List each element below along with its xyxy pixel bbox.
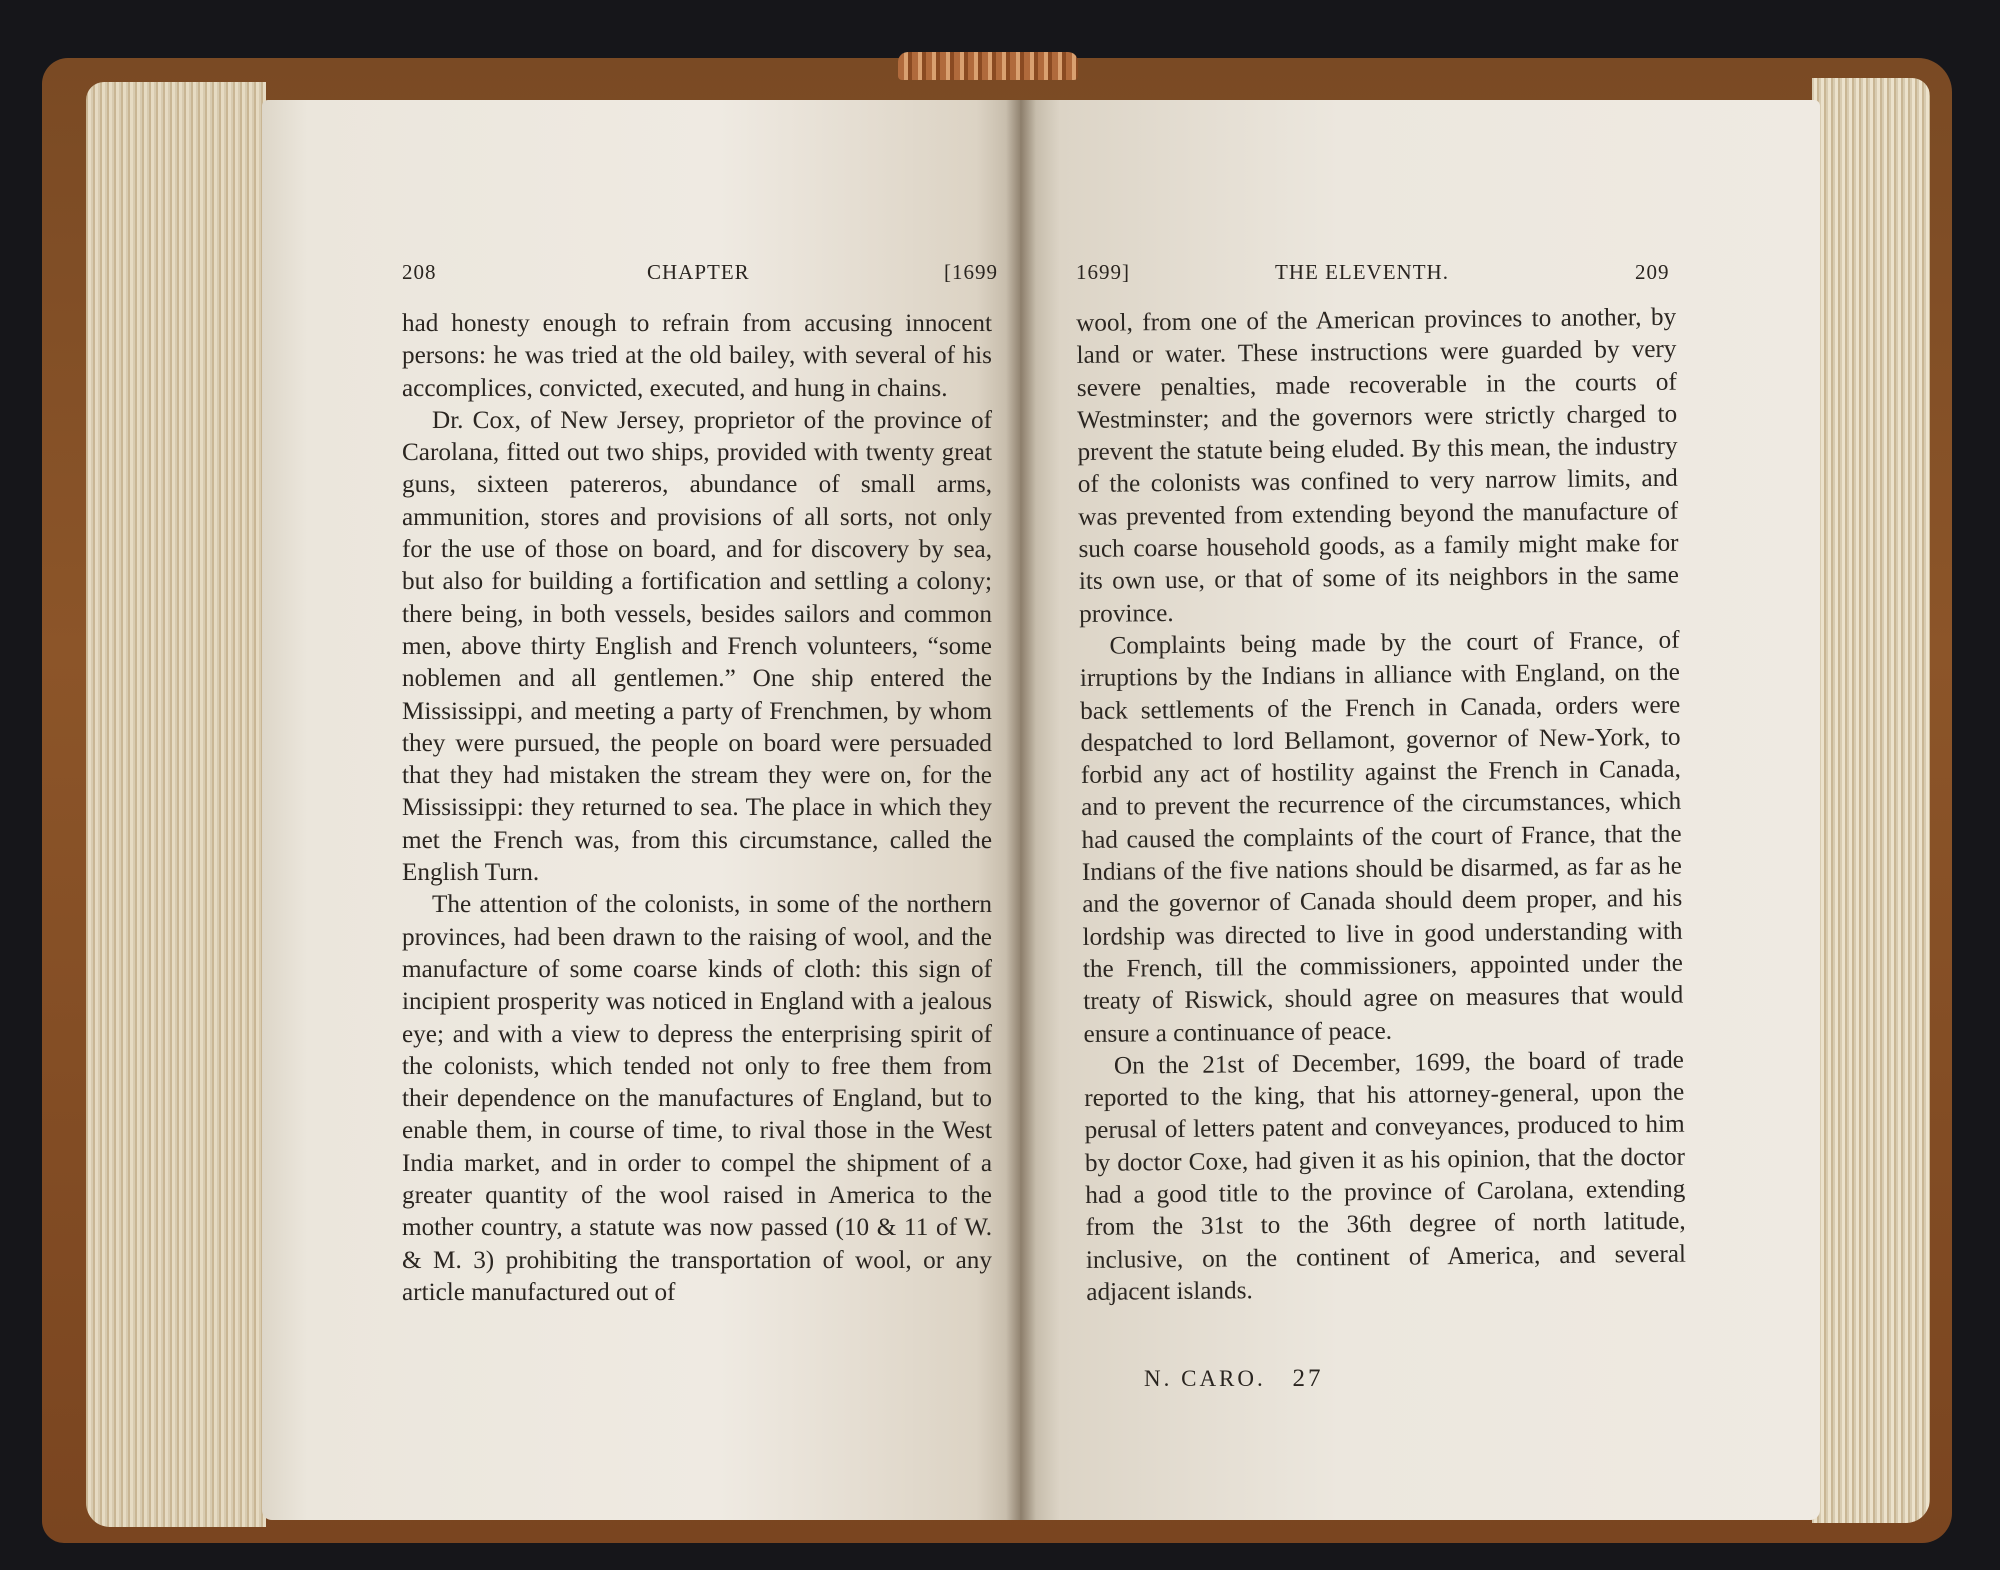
- running-year: 1699]: [1076, 260, 1130, 284]
- signature-number: 27: [1292, 1365, 1324, 1392]
- left-page: [262, 100, 1022, 1520]
- paragraph: On the 21st of December, 1699, the board of trade reported to the king, that his attorney-general, upon the perusal of letters patent and conveyances, produced to him by doctor Coxe, had given it as his opinion, that the doctor had a good title to the province of Carolana, extending from the 31st to the 36th degree of north latitude, inclusive, on the continent of America, and several adjacent islands.: [1084, 1046, 1687, 1306]
- paragraph: Dr. Cox, of New Jersey, proprietor of the province of Carolana, fitted out two ships, provided with twenty great guns, sixteen patereros, abundance of small arms, ammunition, stores and provisions of all sorts, not only for the use of those on board, and for discovery by sea, but also for building a fortification and settling a colony; there being, in both vessels, besides sailors and common men, above thirty English and French volunteers, “some noblemen and all gentlemen.” One ship entered the Mississippi, and meeting a party of Frenchmen, by whom they were pursued, the people on board were persuaded that they had mistaken the stream they were on, for the Mississippi: they returned to sea. The place in which they met the French was, from this circumstance, called the English Turn.: [402, 406, 992, 887]
- running-year: [1699: [944, 260, 998, 284]
- body-text: [402, 308, 992, 1309]
- paragraph: had honesty enough to refrain from accusing innocent persons: he was tried at the old bailey, with several of his accomplices, convicted, executed, and hung in chains.: [402, 310, 992, 402]
- page-number: 209: [1635, 260, 1670, 284]
- running-title: THE ELEVENTH.: [1275, 260, 1449, 284]
- paragraph: The attention of the colonists, in some of the northern provinces, had been drawn to the raising of wool, and the manufacture of some coarse kinds of cloth: this sign of incipient prosperity was noticed in England with a jealous eye; and with a view to depress the enterprising spirit of the colonists, which tended not only to free them from their dependence on the manufactures of England, but to enable them, in course of time, to rival those in the West India market, and in order to compel the shipment of a greater quantity of the wool raised in America to the mother country, a statute was now passed (10 & 11 of W. & M. 3) prohibiting the transportation of wool, or any article manufactured out of: [402, 891, 992, 1306]
- signature-mark: N. CARO.: [1144, 1366, 1266, 1391]
- signature-line: [1144, 1365, 1324, 1393]
- paragraph: wool, from one of the American provinces to another, by land or water. These instructions were guarded by very severe penalties, made recoverable in the courts of Westminster; and the governors were strictly charged to prevent the statute being eluded. By this mean, the industry of the colonists was confined to very narrow limits, and was prevented from extending beyond the manufacture of such coarse household goods, as a family might make for its own use, or that of some of its neighbors in the same province.: [1076, 303, 1679, 628]
- headband: [898, 52, 1078, 80]
- gutter-shadow: [1006, 100, 1036, 1520]
- page-edges-left: [86, 82, 266, 1527]
- page-number: 208: [402, 260, 437, 284]
- paragraph: Complaints being made by the court of France, of irruptions by the Indians in alliance with England, on the back settlements of the French in Canada, orders were despatched to lord Bellamont, governor of New-York, to forbid any act of hostility against the French in Canada, and to prevent the recurrence of the circumstances, which had caused the complaints of the court of France, that the Indians of the five nations should be disarmed, as far as he and the governor of Canada should deem proper, and his lordship was directed to live in good understanding with the French, till the commissioners, appointed under the treaty of Riswick, should agree on measures that would ensure a continuance of peace.: [1079, 626, 1684, 1048]
- right-page: [1020, 100, 1820, 1520]
- body-text: [1076, 302, 1686, 1309]
- page-edges-right: [1812, 78, 1930, 1523]
- running-title: CHAPTER: [647, 260, 750, 284]
